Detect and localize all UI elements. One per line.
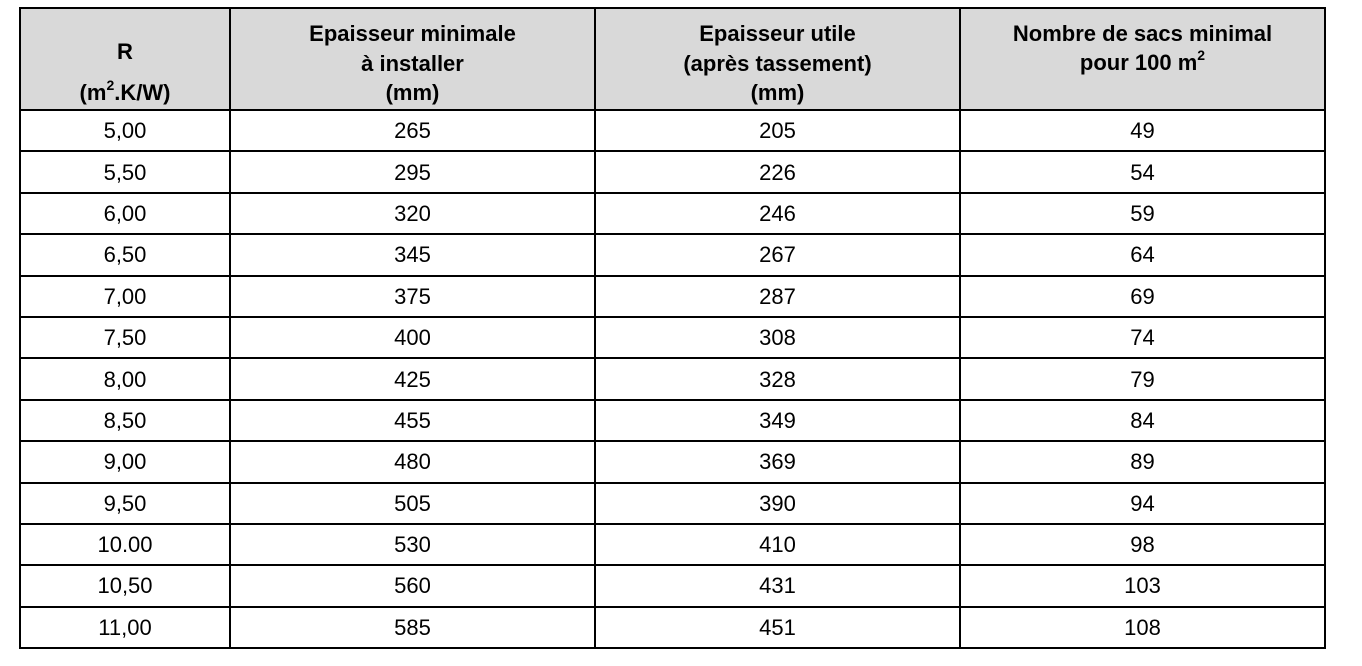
cell-min-thickness: 375 bbox=[230, 276, 595, 317]
cell-useful-thickness: 267 bbox=[595, 234, 960, 275]
table-row bbox=[20, 483, 1325, 524]
cell-min-thickness: 295 bbox=[230, 151, 595, 192]
cell-useful-thickness: 205 bbox=[595, 110, 960, 151]
table-row bbox=[20, 524, 1325, 565]
header-min-line2: à installer bbox=[361, 50, 464, 76]
cell-useful-thickness: 349 bbox=[595, 400, 960, 441]
table-row bbox=[20, 276, 1325, 317]
cell-bags: 94 bbox=[960, 483, 1325, 524]
header-r-line1: R bbox=[117, 39, 133, 64]
header-bags bbox=[960, 8, 1325, 110]
cell-min-thickness: 400 bbox=[230, 317, 595, 358]
cell-useful-thickness: 287 bbox=[595, 276, 960, 317]
cell-min-thickness: 455 bbox=[230, 400, 595, 441]
cell-bags: 49 bbox=[960, 110, 1325, 151]
header-r-unit: $(m^2.K/W)$ bbox=[79, 76, 171, 105]
cell-bags: 103 bbox=[960, 565, 1325, 606]
insulation-table-container bbox=[19, 7, 1324, 649]
cell-r: 8,50 bbox=[20, 400, 230, 441]
table-row bbox=[20, 607, 1325, 648]
table-row bbox=[20, 358, 1325, 399]
header-bags-line2: pour 100 $m^2$ bbox=[1079, 46, 1206, 75]
header-useful-line3: (mm) bbox=[750, 80, 805, 105]
cell-r: 6,50 bbox=[20, 234, 230, 275]
cell-bags: 79 bbox=[960, 358, 1325, 399]
header-useful-line2: (après tassement) bbox=[683, 50, 872, 76]
cell-r: 10,50 bbox=[20, 565, 230, 606]
cell-r: 5,00 bbox=[20, 110, 230, 151]
header-min-line1: Epaisseur minimale bbox=[309, 21, 516, 46]
header-useful-line1: Epaisseur utile bbox=[699, 21, 856, 46]
cell-bags: 98 bbox=[960, 524, 1325, 565]
cell-min-thickness: 585 bbox=[230, 607, 595, 648]
insulation-table bbox=[19, 7, 1326, 649]
cell-bags: 69 bbox=[960, 276, 1325, 317]
cell-bags: 108 bbox=[960, 607, 1325, 648]
cell-r: 7,00 bbox=[20, 276, 230, 317]
cell-useful-thickness: 451 bbox=[595, 607, 960, 648]
table-row bbox=[20, 441, 1325, 482]
cell-bags: 59 bbox=[960, 193, 1325, 234]
header-useful-thickness bbox=[595, 8, 960, 110]
cell-min-thickness: 505 bbox=[230, 483, 595, 524]
cell-useful-thickness: 390 bbox=[595, 483, 960, 524]
cell-min-thickness: 480 bbox=[230, 441, 595, 482]
table-row bbox=[20, 110, 1325, 151]
cell-bags: 64 bbox=[960, 234, 1325, 275]
cell-bags: 74 bbox=[960, 317, 1325, 358]
cell-min-thickness: 320 bbox=[230, 193, 595, 234]
table-row bbox=[20, 193, 1325, 234]
cell-min-thickness: 345 bbox=[230, 234, 595, 275]
table-row bbox=[20, 317, 1325, 358]
cell-useful-thickness: 308 bbox=[595, 317, 960, 358]
cell-r: 6,00 bbox=[20, 193, 230, 234]
cell-r: 11,00 bbox=[20, 607, 230, 648]
header-r bbox=[20, 8, 230, 110]
table-row bbox=[20, 151, 1325, 192]
table-body bbox=[20, 110, 1325, 648]
cell-min-thickness: 560 bbox=[230, 565, 595, 606]
cell-bags: 54 bbox=[960, 151, 1325, 192]
cell-useful-thickness: 246 bbox=[595, 193, 960, 234]
cell-useful-thickness: 369 bbox=[595, 441, 960, 482]
cell-useful-thickness: 328 bbox=[595, 358, 960, 399]
cell-useful-thickness: 431 bbox=[595, 565, 960, 606]
cell-bags: 84 bbox=[960, 400, 1325, 441]
table-row bbox=[20, 565, 1325, 606]
header-min-thickness bbox=[230, 8, 595, 110]
cell-min-thickness: 265 bbox=[230, 110, 595, 151]
cell-r: 5,50 bbox=[20, 151, 230, 192]
table-row bbox=[20, 234, 1325, 275]
header-row bbox=[20, 8, 1325, 110]
cell-r: 10.00 bbox=[20, 524, 230, 565]
cell-r: 9,50 bbox=[20, 483, 230, 524]
cell-r: 8,00 bbox=[20, 358, 230, 399]
table-header bbox=[20, 8, 1325, 110]
header-min-line3: (mm) bbox=[385, 80, 440, 105]
cell-r: 7,50 bbox=[20, 317, 230, 358]
cell-useful-thickness: 226 bbox=[595, 151, 960, 192]
table-row bbox=[20, 400, 1325, 441]
cell-r: 9,00 bbox=[20, 441, 230, 482]
cell-bags: 89 bbox=[960, 441, 1325, 482]
cell-min-thickness: 530 bbox=[230, 524, 595, 565]
cell-min-thickness: 425 bbox=[230, 358, 595, 399]
header-bags-line1: Nombre de sacs minimal bbox=[1012, 21, 1273, 46]
cell-useful-thickness: 410 bbox=[595, 524, 960, 565]
